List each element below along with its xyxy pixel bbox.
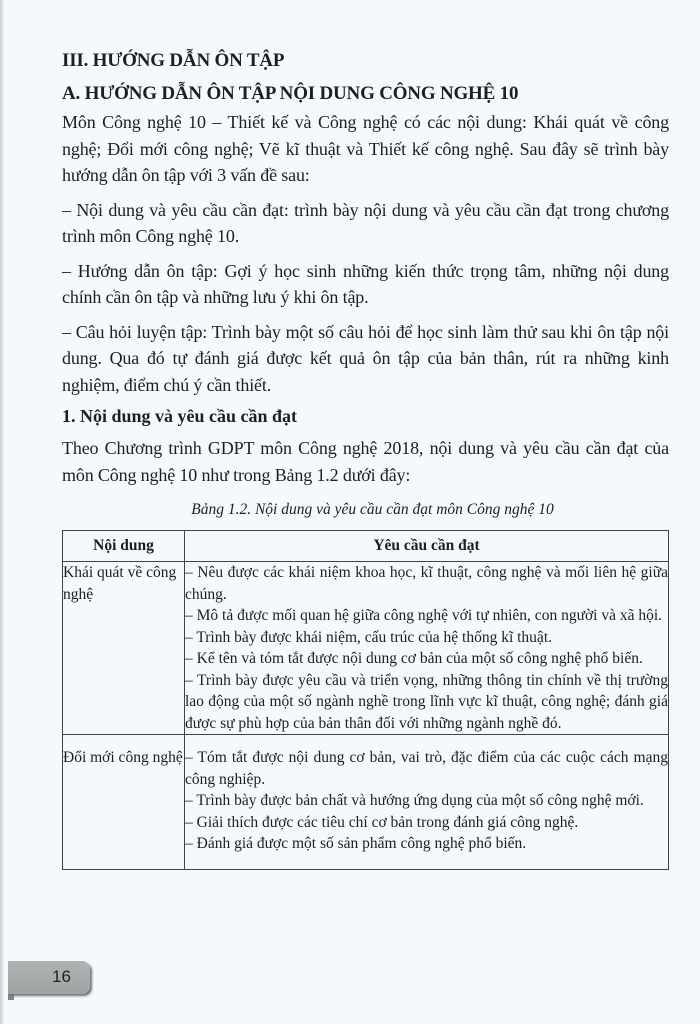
bullet-practice-questions: – Câu hỏi luyện tập: Trình bày một số câu hỏi để học sinh làm thử sau khi ôn tập nội dung. Qua đó tự đánh giá được kết quả ôn tập của bản thân, rút ra những kinh nghiệm, điểm chú ý cần thiết. — [62, 321, 669, 395]
requirement-item: – Trình bày được khái niệm, cấu trúc của hệ thống kĩ thuật. — [185, 628, 552, 646]
page-number-tab — [8, 961, 90, 994]
requirement-item: – Trình bày được yêu cầu và triển vọng, những thông tin chính về thị trường lao động của một số ngành nghề trong lĩnh vực kĩ thuật, công nghệ; đánh giá được sự phù hợp của bản thân đối với những ngành nghề đó. — [185, 671, 668, 732]
section-heading: III. HƯỚNG DẪN ÔN TẬP — [62, 50, 285, 71]
requirement-item: – Kể tên và tóm tắt được nội dung cơ bản của một số công nghệ phổ biến. — [185, 650, 643, 667]
bullet-review-guide: – Hướng dẫn ôn tập: Gợi ý học sinh những kiến thức trọng tâm, những nội dung chính cần ôn tập và những lưu ý khi ôn tập. — [62, 260, 669, 307]
requirement-item: – Trình bày được bản chất và hướng ứng dụng của một số công nghệ mới. — [185, 792, 644, 809]
requirement-item: – Giải thích được các tiêu chí cơ bản trong đánh giá công nghệ. — [185, 813, 579, 831]
page-number: 16 — [52, 967, 71, 986]
requirement-item: – Mô tả được mối quan hệ giữa công nghệ với tự nhiên, con người và xã hội. — [185, 607, 663, 624]
requirements-table — [62, 530, 669, 870]
requirement-item: – Tóm tắt được nội dung cơ bản, vai trò, đặc điểm của các cuộc cách mạng công nghiệp. — [185, 749, 668, 788]
table-header-requirements: Yêu cầu cần đạt — [185, 531, 669, 562]
bullet-content-requirements: – Nội dung và yêu cầu cần đạt: trình bày nội dung và yêu cầu cần đạt trong chương trình môn Công nghệ 10. — [62, 199, 669, 246]
subsection-heading: A. HƯỚNG DẪN ÔN TẬP NỘI DUNG CÔNG NGHỆ 10 — [62, 83, 519, 104]
table-row — [63, 735, 669, 870]
table-row — [63, 562, 669, 735]
table-header-topic: Nội dung — [63, 531, 185, 562]
table-cell-requirements — [185, 562, 669, 735]
intro-paragraph: Môn Công nghệ 10 – Thiết kế và Công nghệ có các nội dung: Khái quát về công nghệ; Đổi mới công nghệ; Vẽ kĩ thuật và Thiết kế công nghệ. Sau đây sẽ trình bày hướng dẫn ôn tập với 3 vấn đề sau: — [62, 112, 669, 185]
paragraph-curriculum: Theo Chương trình GDPT môn Công nghệ 2018, nội dung và yêu cầu cần đạt của môn Công nghệ 10 như trong Bảng 1.2 dưới đây: — [62, 438, 669, 485]
requirement-item: – Nêu được các khái niệm khoa học, kĩ thuật, công nghệ và mối liên hệ giữa chúng. — [185, 564, 668, 603]
heading-content-requirements: 1. Nội dung và yêu cầu cần đạt — [62, 406, 298, 426]
table-cell-topic: Đổi mới công nghệ — [63, 735, 185, 870]
page-binding-edge — [0, 0, 4, 1024]
table-cell-requirements — [185, 735, 669, 870]
table-header-row — [63, 531, 669, 562]
table-cell-topic: Khái quát về công nghệ — [63, 562, 185, 735]
page-content — [62, 48, 669, 870]
table-caption: Bảng 1.2. Nội dung và yêu cầu cần đạt môn Công nghệ 10 — [191, 501, 554, 518]
requirement-item: – Đánh giá được một số sản phẩm công nghệ phổ biến. — [185, 835, 527, 852]
